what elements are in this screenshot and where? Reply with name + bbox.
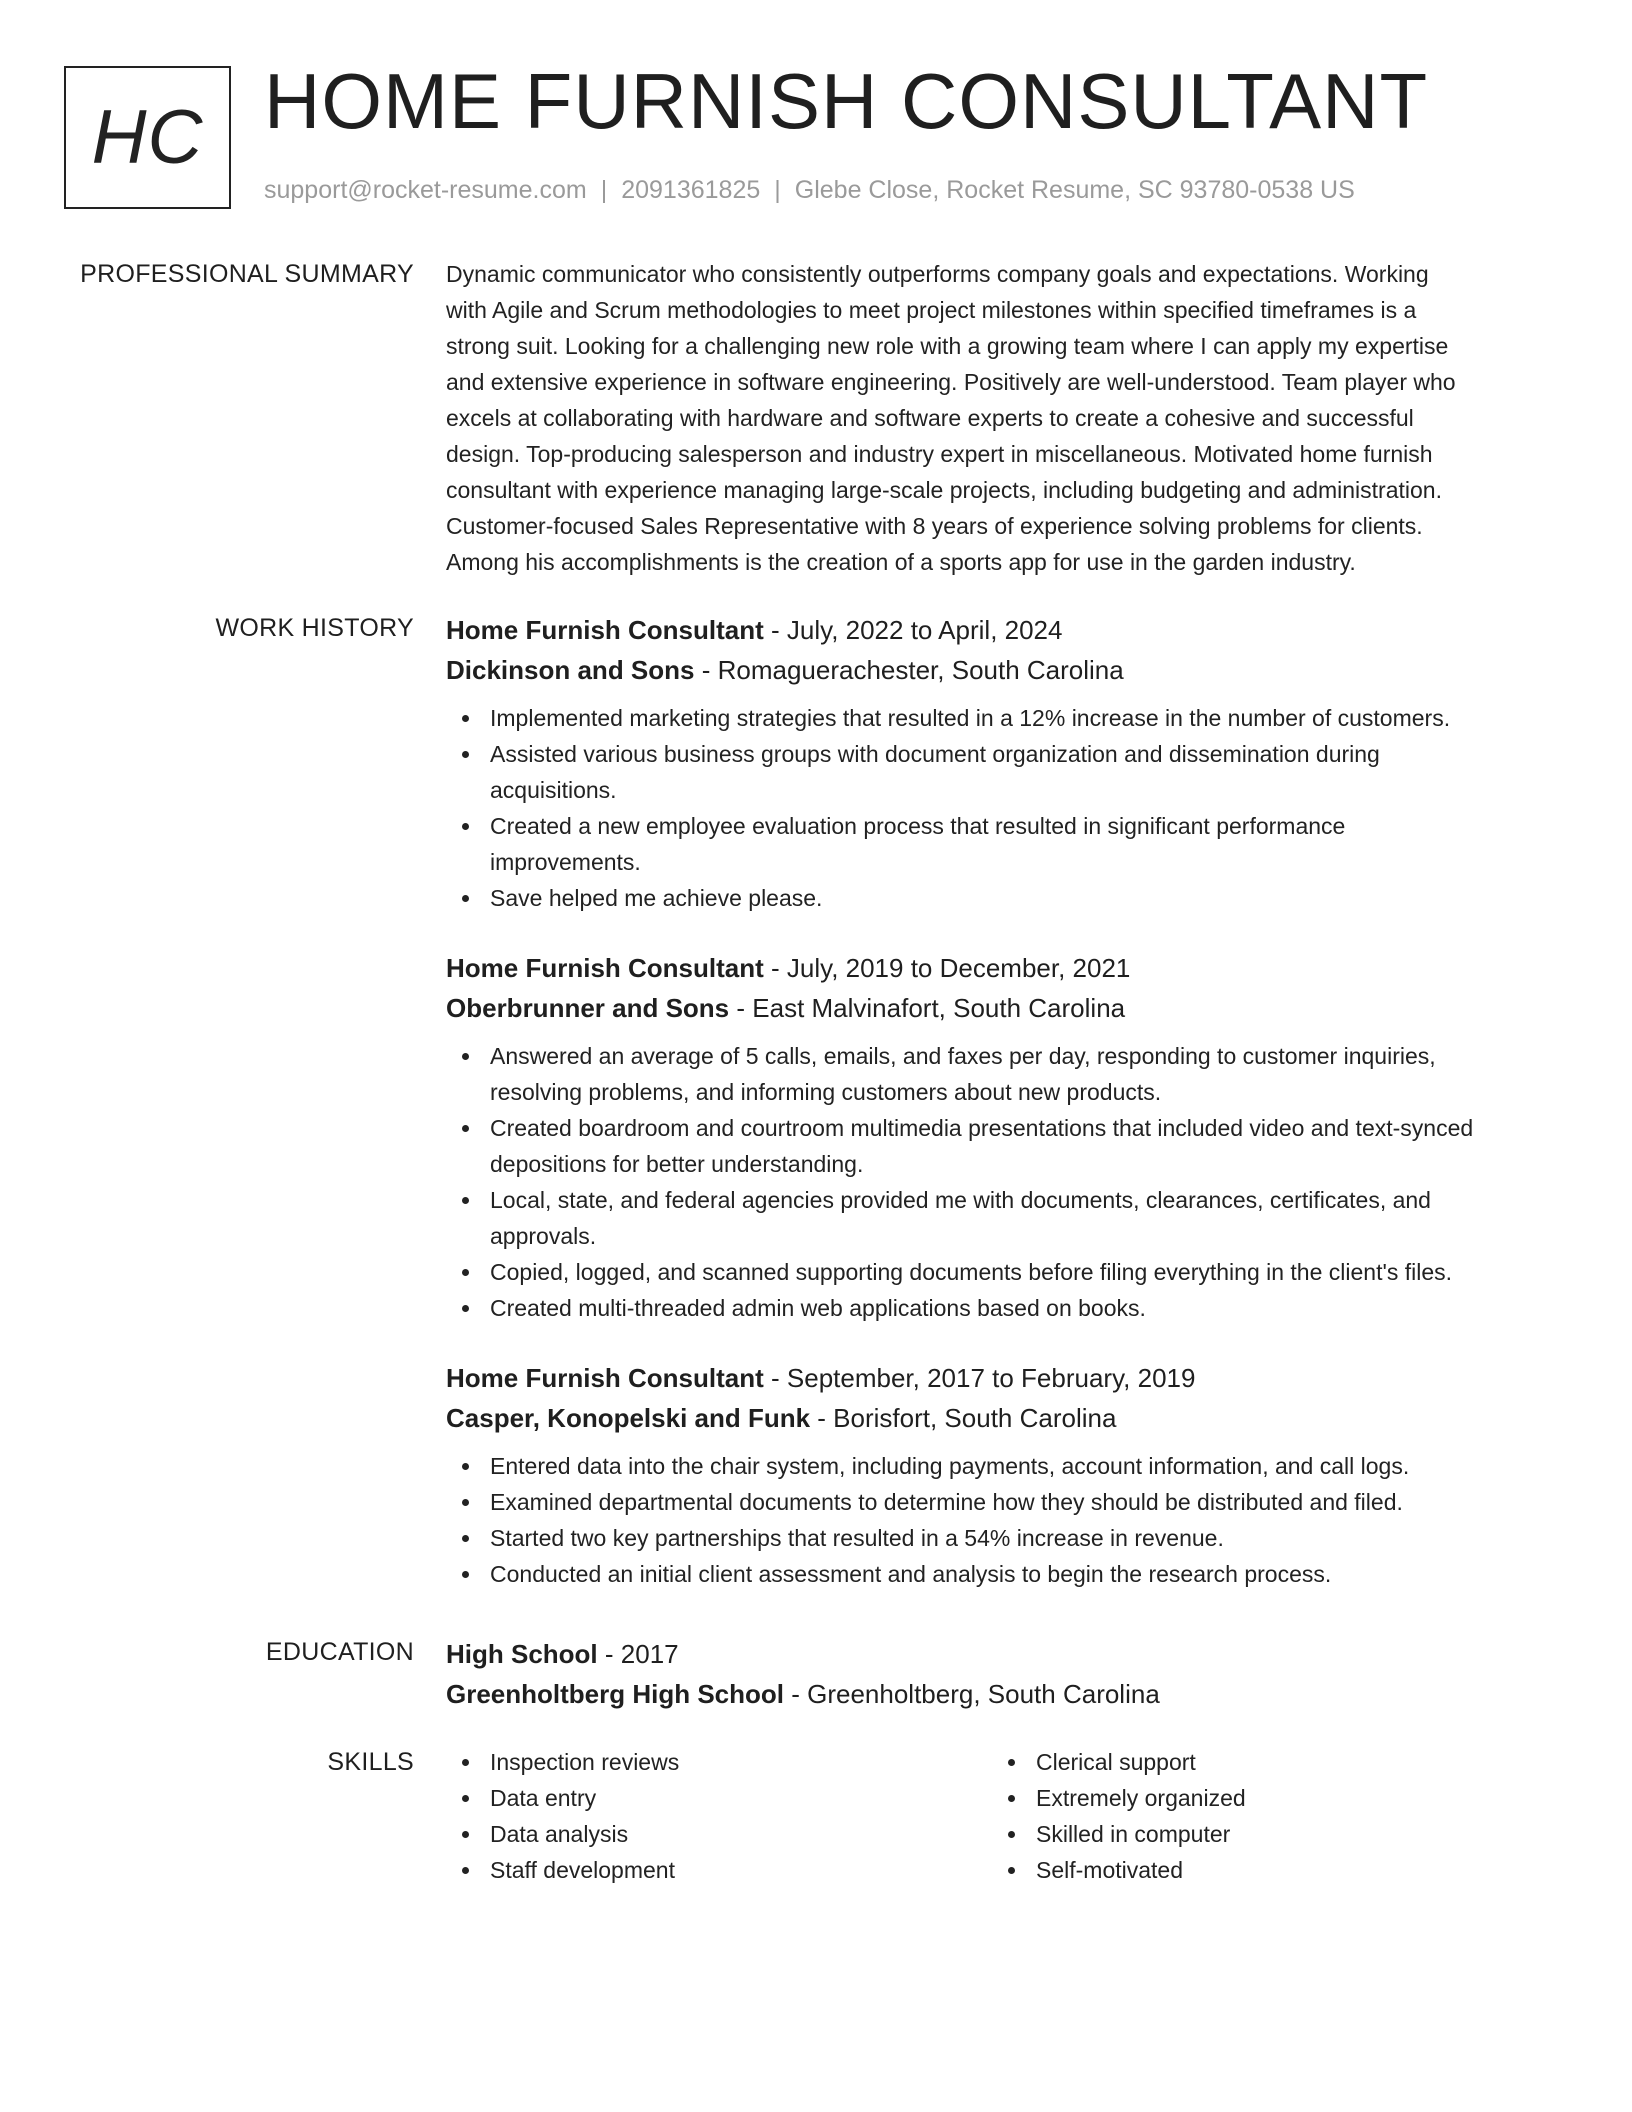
skills-column-left — [446, 1744, 679, 1888]
job-title-line — [446, 1358, 1556, 1398]
skill-item: Data entry — [446, 1780, 679, 1816]
resume-name: HOME FURNISH CONSULTANT — [264, 57, 1429, 145]
job-company-line — [446, 988, 1556, 1028]
job-title-line — [446, 610, 1556, 650]
contact-separator: | — [774, 176, 781, 204]
skill-item: Extremely organized — [992, 1780, 1246, 1816]
education-degree: High School — [446, 1639, 598, 1669]
job-entry — [446, 610, 1556, 916]
skills-body — [446, 1744, 1556, 1894]
job-company: Oberbrunner and Sons — [446, 993, 730, 1023]
education-body — [446, 1634, 1556, 1714]
list-item: Answered an average of 5 calls, emails, and faxes per day, responding to customer inquiries, resolving problems, and informing customers about new products. — [446, 1038, 1556, 1110]
job-location: - East Malvinafort, South Carolina — [729, 993, 1126, 1023]
education-year: - 2017 — [597, 1639, 679, 1669]
summary-line: excels at collaborating with hardware and software experts to create a cohesive and successful — [446, 405, 1414, 431]
education-school-line — [446, 1674, 1556, 1714]
job-dates: - July, 2019 to December, 2021 — [763, 953, 1131, 983]
summary-line: strong suit. Looking for a challenging new role with a growing team where I can apply my expertise — [446, 333, 1449, 359]
skill-item: Data analysis — [446, 1816, 679, 1852]
job-company-line — [446, 650, 1556, 690]
skill-item: Clerical support — [992, 1744, 1246, 1780]
job-location: - Borisfort, South Carolina — [810, 1403, 1117, 1433]
job-bullets — [446, 700, 1556, 916]
list-item: Copied, logged, and scanned supporting documents before filing everything in the client's files. — [446, 1254, 1556, 1290]
job-title: Home Furnish Consultant — [446, 953, 764, 983]
job-company: Casper, Konopelski and Funk — [446, 1403, 811, 1433]
summary-text — [446, 256, 1556, 580]
section-label-education: EDUCATION — [265, 1638, 414, 1666]
job-bullets — [446, 1448, 1556, 1592]
job-company: Dickinson and Sons — [446, 655, 695, 685]
list-item: Created boardroom and courtroom multimedia presentations that included video and text-synced depositions for better understanding. — [446, 1110, 1556, 1182]
skill-item: Staff development — [446, 1852, 679, 1888]
list-item: Created a new employee evaluation process that resulted in significant performance improvements. — [446, 808, 1556, 880]
job-dates: - September, 2017 to February, 2019 — [763, 1363, 1196, 1393]
section-label-work-history: WORK HISTORY — [215, 614, 414, 642]
skill-item: Self-motivated — [992, 1852, 1246, 1888]
list-item: Created multi-threaded admin web applications based on books. — [446, 1290, 1556, 1326]
job-title-line — [446, 948, 1556, 988]
job-company-line — [446, 1398, 1556, 1438]
skills-column-right — [992, 1744, 1246, 1888]
list-item: Local, state, and federal agencies provided me with documents, clearances, certificates, and approvals. — [446, 1182, 1556, 1254]
summary-line: Dynamic communicator who consistently outperforms company goals and expectations. Working — [446, 261, 1429, 287]
contact-separator: | — [600, 176, 608, 204]
contact-email[interactable]: support@rocket-resume.com — [264, 176, 587, 204]
skill-item: Skilled in computer — [992, 1816, 1246, 1852]
job-title: Home Furnish Consultant — [446, 1363, 764, 1393]
summary-line: Among his accomplishments is the creation of a sports app for use in the garden industry. — [446, 549, 1356, 575]
job-entry — [446, 948, 1556, 1326]
contact-address: Glebe Close, Rocket Resume, SC 93780-0538 US — [794, 176, 1355, 204]
contact-phone[interactable]: 2091361825 — [621, 176, 761, 204]
job-entry — [446, 1358, 1556, 1592]
summary-line: with Agile and Scrum methodologies to meet project milestones within specified timeframes is a — [446, 297, 1417, 323]
section-label-summary: PROFESSIONAL SUMMARY — [80, 260, 414, 288]
list-item: Implemented marketing strategies that resulted in a 12% increase in the number of customers. — [446, 700, 1556, 736]
list-item: Examined departmental documents to determine how they should be distributed and filed. — [446, 1484, 1556, 1520]
education-degree-line — [446, 1634, 1556, 1674]
section-label-skills: SKILLS — [327, 1748, 414, 1776]
list-item: Entered data into the chair system, including payments, account information, and call logs. — [446, 1448, 1556, 1484]
summary-line: design. Top-producing salesperson and industry expert in miscellaneous. Motivated home furnish — [446, 441, 1433, 467]
contact-line — [264, 174, 1355, 206]
list-item: Conducted an initial client assessment and analysis to begin the research process. — [446, 1556, 1556, 1592]
skill-item: Inspection reviews — [446, 1744, 679, 1780]
summary-line: Customer-focused Sales Representative with 8 years of experience solving problems for clients. — [446, 513, 1423, 539]
education-school: Greenholtberg High School — [446, 1679, 785, 1709]
job-location: - Romaguerachester, South Carolina — [694, 655, 1124, 685]
list-item: Assisted various business groups with document organization and dissemination during acquisitions. — [446, 736, 1556, 808]
summary-line: and extensive experience in software engineering. Positively are well-understood. Team player who — [446, 369, 1456, 395]
work-history-body — [446, 610, 1556, 1592]
monogram-initials: HC — [64, 66, 231, 209]
list-item: Save helped me achieve please. — [446, 880, 1556, 916]
job-dates: - July, 2022 to April, 2024 — [763, 615, 1063, 645]
list-item: Started two key partnerships that resulted in a 54% increase in revenue. — [446, 1520, 1556, 1556]
job-bullets — [446, 1038, 1556, 1326]
summary-line: consultant with experience managing large-scale projects, including budgeting and administration. — [446, 477, 1442, 503]
education-location: - Greenholtberg, South Carolina — [784, 1679, 1160, 1709]
job-title: Home Furnish Consultant — [446, 615, 764, 645]
